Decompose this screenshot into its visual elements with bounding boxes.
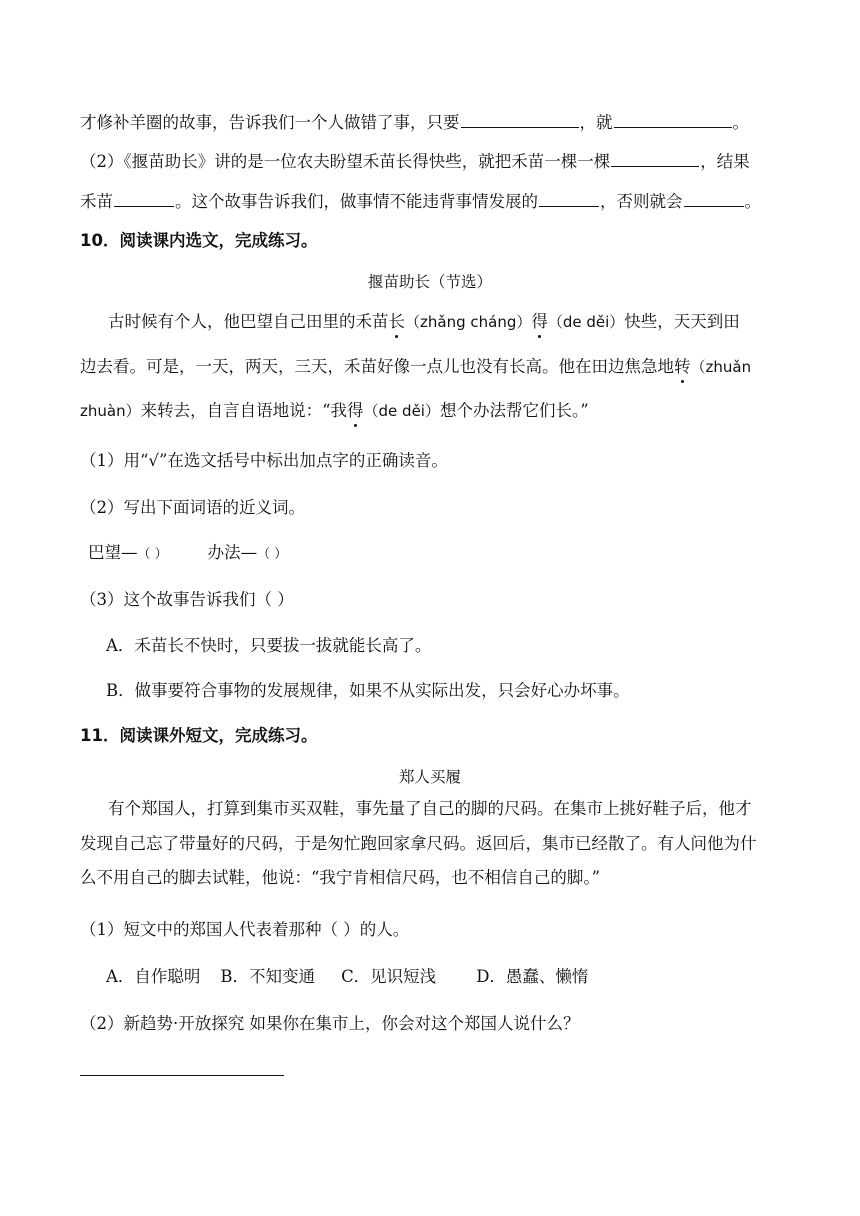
answer-blank[interactable]: [611, 150, 699, 167]
synonym-row: [88, 541, 782, 567]
passage-line: [80, 355, 782, 379]
dotted-char: 转: [674, 355, 691, 379]
question-title: 阅读课外短文，完成练习。: [119, 726, 318, 745]
dotted-char: 长: [389, 310, 406, 334]
q10-heading: [80, 229, 782, 253]
passage-line: 有个郑国人，打算到集市买双鞋，事先量了自己的脚的尺码。在集市上挑好鞋子后，他才: [108, 799, 752, 818]
passage-line: [108, 310, 782, 334]
answer-blank[interactable]: [684, 190, 744, 207]
pinyin-choice[interactable]: （de děi）: [363, 402, 440, 420]
q9-line-3: [80, 190, 782, 214]
q9-text: ，就: [579, 113, 613, 132]
passage-line: 发现自己忘了带量好的尺码，于是匆忙跑回家拿尺码。返回后，集市已经散了。有人问他为什: [80, 834, 757, 853]
question-title: 阅读课内选文，完成练习。: [119, 231, 318, 250]
q9-text: 才修补羊圈的故事，告诉我们一个人做错了事，只要: [80, 113, 460, 132]
passage-title: 揠苗助长（节选）: [367, 273, 492, 291]
passage-text: 想个办法帮它们长。”: [439, 401, 589, 420]
passage-text: 边去看。可是，一天，两天，三天，禾苗好像一点儿也没有长高。他在田边焦急地: [80, 357, 674, 376]
answer-blank[interactable]: [539, 190, 599, 207]
synonym-answer[interactable]: （ ）: [137, 547, 168, 562]
answer-blank[interactable]: [114, 190, 174, 207]
option-c[interactable]: C．见识短浅: [341, 967, 437, 986]
passage-line: 么不用自己的脚去试鞋，他说：“我宁肯相信尺码，也不相信自己的脚。”: [80, 868, 601, 887]
q11-heading: [80, 724, 782, 748]
option-d[interactable]: D．愚蠢、懒惰: [476, 967, 589, 986]
passage-text: 古时候有个人，他巴望自己田里的禾苗: [108, 312, 389, 331]
passage-text: 快些，天天到田: [624, 312, 740, 331]
q9-text: （2）《揠苗助长》讲的是一位农夫盼望禾苗长得快些，就把禾苗一棵一棵: [80, 152, 611, 171]
option-b[interactable]: B．不知变通: [220, 967, 316, 986]
q9-line-1: [80, 111, 782, 135]
option-a[interactable]: A．自作聪明: [106, 967, 201, 986]
answer-blank[interactable]: [614, 111, 732, 128]
pinyin-choice[interactable]: （zhuǎn: [690, 358, 752, 376]
q10-sub2: （2）写出下面词语的近义词。: [80, 498, 305, 517]
q11-sub2: （2）新趋势·开放探究 如果你在集市上，你会对这个郑国人说什么？: [80, 1014, 580, 1033]
passage-title: 郑人买履: [398, 768, 461, 786]
q10-sub1: （1）用“√”在选文括号中标出加点字的正确读音。: [80, 451, 448, 470]
pinyin-choice[interactable]: zhuàn）: [80, 402, 141, 420]
option-b[interactable]: B．做事要符合事物的发展规律，如果不从实际出发，只会好心办坏事。: [106, 681, 630, 700]
footnote-separator: [80, 1075, 284, 1076]
q11-options: [106, 965, 782, 989]
synonym-word: 巴望—: [88, 543, 138, 562]
passage-text: 来转去，自言自语地说：“我: [140, 401, 348, 420]
q9-text: ，结果: [700, 152, 750, 171]
q11-sub1: （1）短文中的郑国人代表着那种（ ）的人。: [80, 920, 410, 939]
q9-text: 。这个故事告诉我们，做事情不能违背事情发展的: [175, 192, 538, 211]
q10-sub3: （3）这个故事告诉我们（ ）: [80, 590, 294, 609]
q9-text: 。: [732, 113, 749, 132]
pinyin-choice[interactable]: （zhǎng cháng）: [405, 313, 532, 331]
q9-text: 。: [744, 192, 761, 211]
dotted-char: 得: [531, 310, 548, 334]
question-number: 10．: [80, 231, 120, 250]
q9-text: 禾苗: [80, 192, 113, 211]
answer-blank[interactable]: [461, 111, 579, 128]
question-number: 11．: [80, 726, 120, 745]
pinyin-choice[interactable]: （de děi）: [547, 313, 625, 331]
q9-text: ，否则就会: [600, 192, 683, 211]
synonym-word: 办法—: [207, 543, 258, 562]
q9-line-2: [80, 150, 782, 174]
synonym-answer[interactable]: （ ）: [257, 547, 288, 562]
passage-line: [80, 399, 782, 423]
dotted-char: 得: [347, 399, 364, 423]
option-a[interactable]: A．禾苗长不快时，只要拔一拔就能长高了。: [106, 636, 432, 655]
